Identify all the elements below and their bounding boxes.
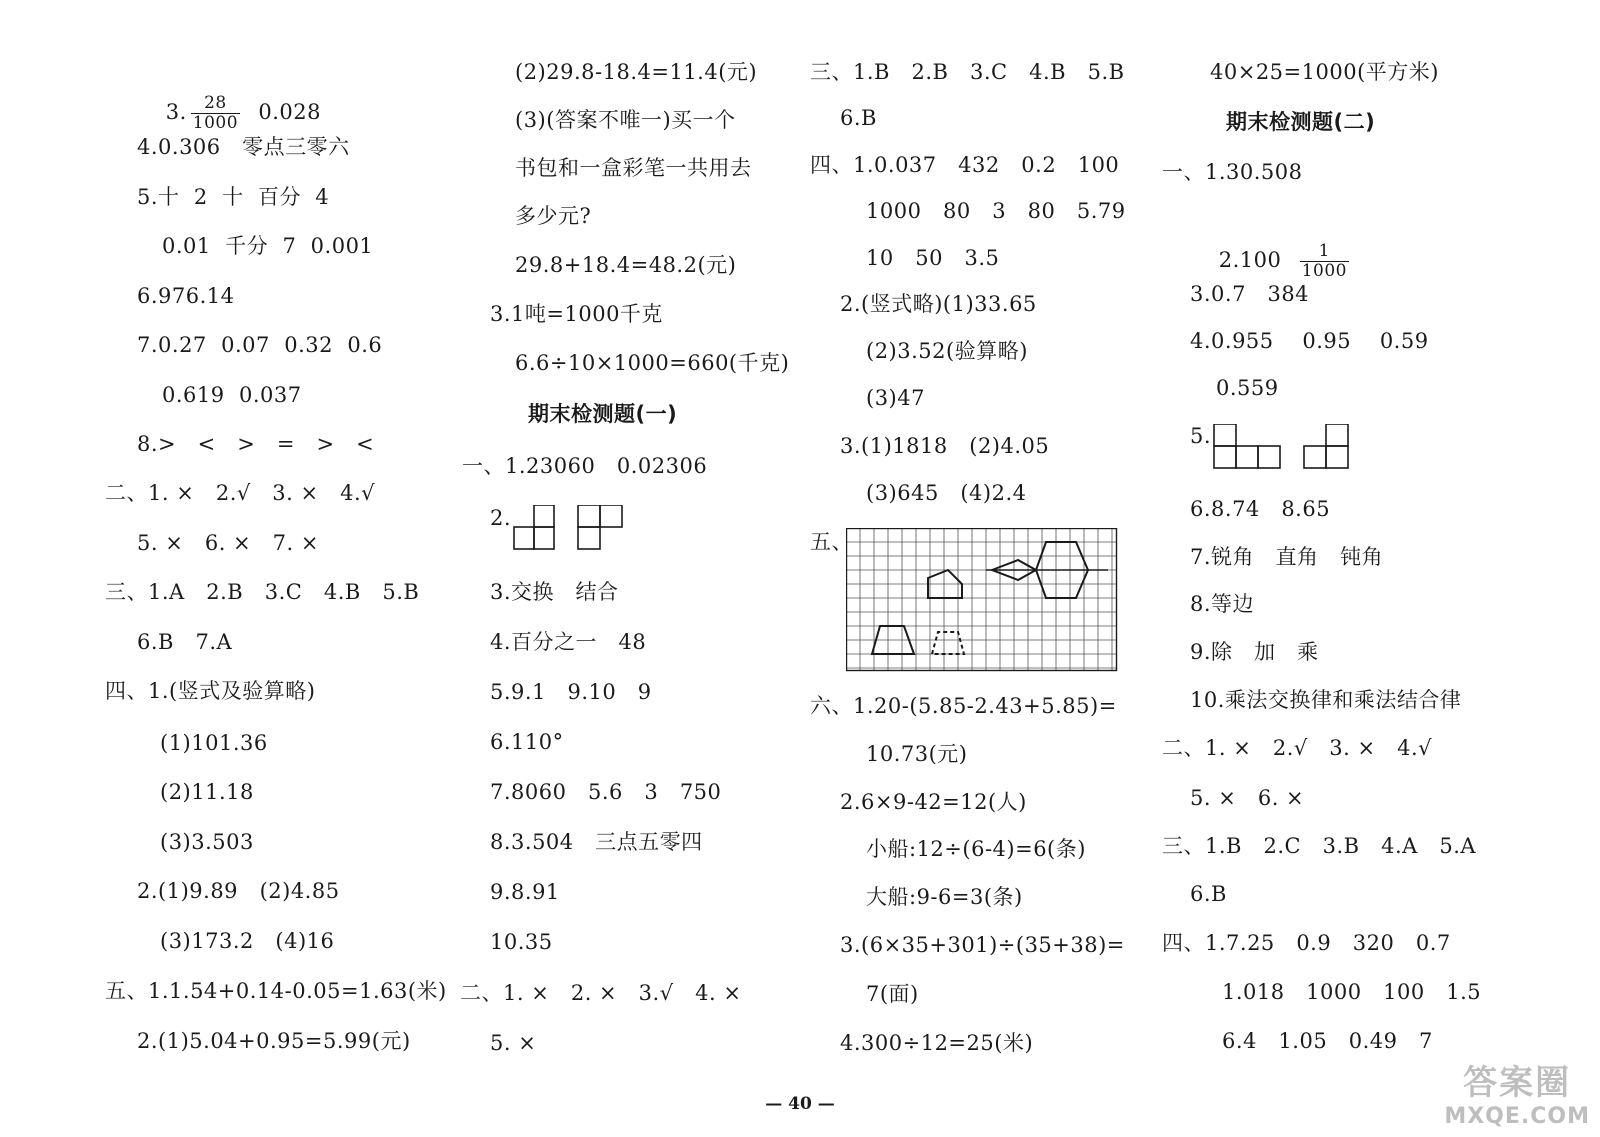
answer-line: 2.(1)9.89 (2)4.85 — [137, 879, 340, 903]
answer-line: 6.110° — [490, 730, 564, 754]
answer-line: 多少元? — [515, 204, 592, 228]
answer-line: 二、1. × 2.√ 3. × 4.√ — [1162, 736, 1433, 760]
answer-line: 3.1吨=1000千克 — [490, 302, 663, 326]
answer-line: 9.除 加 乘 — [1190, 640, 1319, 664]
answer-line: 书包和一盒彩笔一共用去 — [515, 156, 752, 180]
answer-line: 五、 — [810, 530, 853, 554]
answer-line: 2. — [490, 506, 512, 530]
answer-line: 6.8.74 8.65 — [1190, 497, 1331, 521]
answer-line: 6.B 7.A — [137, 630, 233, 654]
answer-line: (3)(答案不唯一)买一个 — [515, 108, 736, 132]
answer-line: 6.B — [840, 106, 877, 130]
answer-line: 5.十 2 十 百分 4 — [137, 185, 330, 209]
page-number: — 40 — — [765, 1094, 835, 1114]
answer-line: 10.35 — [490, 930, 553, 954]
answer-line: 3.(1)1818 (2)4.05 — [840, 434, 1050, 458]
fraction-numerator: 1 — [1300, 242, 1349, 262]
answer-line: 六、1.20-(5.85-2.43+5.85)= — [810, 694, 1117, 718]
answer-line: 0.619 0.037 — [162, 383, 302, 407]
watermark-url: MXQE.COM — [1444, 1104, 1590, 1129]
answer-text: 0.028 — [258, 100, 321, 124]
answer-line: 6.976.14 — [137, 284, 235, 308]
fraction — [1300, 242, 1349, 281]
answer-line: 一、1.30.508 — [1162, 160, 1303, 184]
answer-line: 3.交换 结合 — [490, 580, 619, 604]
answer-line: (3)47 — [866, 386, 925, 410]
answer-line: 四、1.7.25 0.9 320 0.7 — [1162, 931, 1451, 955]
answer-line: 0.559 — [1216, 376, 1279, 400]
cube-views-figure — [1212, 424, 1362, 472]
answer-line: 0.01 千分 7 0.001 — [162, 234, 374, 258]
answer-line: 5. × 6. × 7. × — [137, 531, 319, 555]
watermark-logo — [1444, 1055, 1590, 1129]
answer-line: 二、1. × 2. × 3.√ 4. × — [460, 981, 742, 1005]
answer-line: 5.9.1 9.10 9 — [490, 680, 652, 704]
answer-line: 一、1.23060 0.02306 — [462, 454, 708, 478]
answer-line: (2)3.52(验算略) — [866, 339, 1028, 363]
item-number: 3. — [165, 100, 187, 124]
answer-line: 6.4 1.05 0.49 7 — [1222, 1029, 1433, 1053]
answer-line: (2)11.18 — [160, 780, 254, 804]
answer-line: 2.(竖式略)(1)33.65 — [840, 292, 1037, 316]
answer-line: 8.3.504 三点五零四 — [490, 830, 703, 854]
grid-drawing-figure — [846, 528, 1118, 672]
answer-line: 10.乘法交换律和乘法结合律 — [1190, 688, 1462, 712]
answer-line: 1000 80 3 80 5.79 — [866, 199, 1126, 223]
answer-line: 10 50 3.5 — [866, 246, 1000, 270]
answer-line: (1)101.36 — [160, 731, 268, 755]
answer-line: 29.8+18.4=48.2(元) — [515, 253, 737, 277]
answer-line: 四、1.0.037 432 0.2 100 — [810, 153, 1120, 177]
answer-line: 4.百分之一 48 — [490, 630, 647, 654]
answer-line: (2)29.8-18.4=11.4(元) — [515, 60, 758, 84]
answer-line: 3.0.7 384 — [1190, 282, 1310, 306]
answer-line: 2.(1)5.04+0.95=5.99(元) — [137, 1029, 411, 1053]
fraction-denominator: 1000 — [1301, 261, 1347, 281]
answer-line: 6.B — [1190, 882, 1227, 906]
answer-line: 三、1.B 2.C 3.B 4.A 5.A — [1162, 834, 1477, 858]
answer-line: 7.0.27 0.07 0.32 0.6 — [137, 333, 383, 357]
answer-line: 7.锐角 直角 钝角 — [1190, 545, 1384, 569]
answer-line: 4.0.306 零点三零六 — [137, 135, 350, 159]
fraction-denominator: 1000 — [192, 113, 239, 133]
answer-line: 8.> < > = > < — [137, 432, 375, 456]
answer-line: 9.8.91 — [490, 880, 560, 904]
answer-line: 5. × — [490, 1031, 537, 1055]
answer-line: 小船:12÷(6-4)=6(条) — [866, 837, 1086, 861]
answer-line: 三、1.B 2.B 3.C 4.B 5.B — [810, 60, 1125, 84]
answer-line: 四、1.(竖式及验算略) — [105, 679, 316, 703]
answer-line: 大船:9-6=3(条) — [866, 885, 1023, 909]
cube-views-figure — [512, 505, 632, 553]
fraction — [191, 94, 240, 133]
answer-line: 三、1.A 2.B 3.C 4.B 5.B — [105, 580, 420, 604]
answer-line: (3)173.2 (4)16 — [160, 929, 335, 953]
answer-line: 二、1. × 2.√ 3. × 4.√ — [105, 481, 376, 505]
answer-line: 5. × 6. × — [1190, 786, 1305, 810]
answer-line: 4.300÷12=25(米) — [840, 1031, 1034, 1055]
answer-line: 7(面) — [866, 982, 919, 1006]
answer-line: 3.(6×35+301)÷(35+38)= — [840, 933, 1125, 957]
answer-text: 2.100 — [1218, 248, 1282, 272]
answer-line: 40×25=1000(平方米) — [1210, 60, 1439, 84]
answer-line: 5. — [1190, 424, 1212, 448]
answer-line: 4.0.955 0.95 0.59 — [1190, 329, 1429, 353]
answer-line: (3)3.503 — [160, 830, 254, 854]
answer-line: 6.6÷10×1000=660(千克) — [515, 351, 790, 375]
answer-line: 8.等边 — [1190, 592, 1255, 616]
answer-line: (3)645 (4)2.4 — [866, 481, 1027, 505]
answer-line: 7.8060 5.6 3 750 — [490, 780, 722, 804]
section-heading: 期末检测题(一) — [528, 402, 678, 426]
fraction-numerator: 28 — [191, 94, 240, 114]
section-heading: 期末检测题(二) — [1226, 110, 1376, 134]
answer-line: 1.018 1000 100 1.5 — [1222, 980, 1482, 1004]
answer-line: 10.73(元) — [866, 742, 968, 766]
answer-line: 五、1.1.54+0.14-0.05=1.63(米) — [105, 979, 447, 1003]
answer-line: 2.6×9-42=12(人) — [840, 790, 1027, 814]
watermark-text: 答案圈 — [1463, 1063, 1572, 1103]
